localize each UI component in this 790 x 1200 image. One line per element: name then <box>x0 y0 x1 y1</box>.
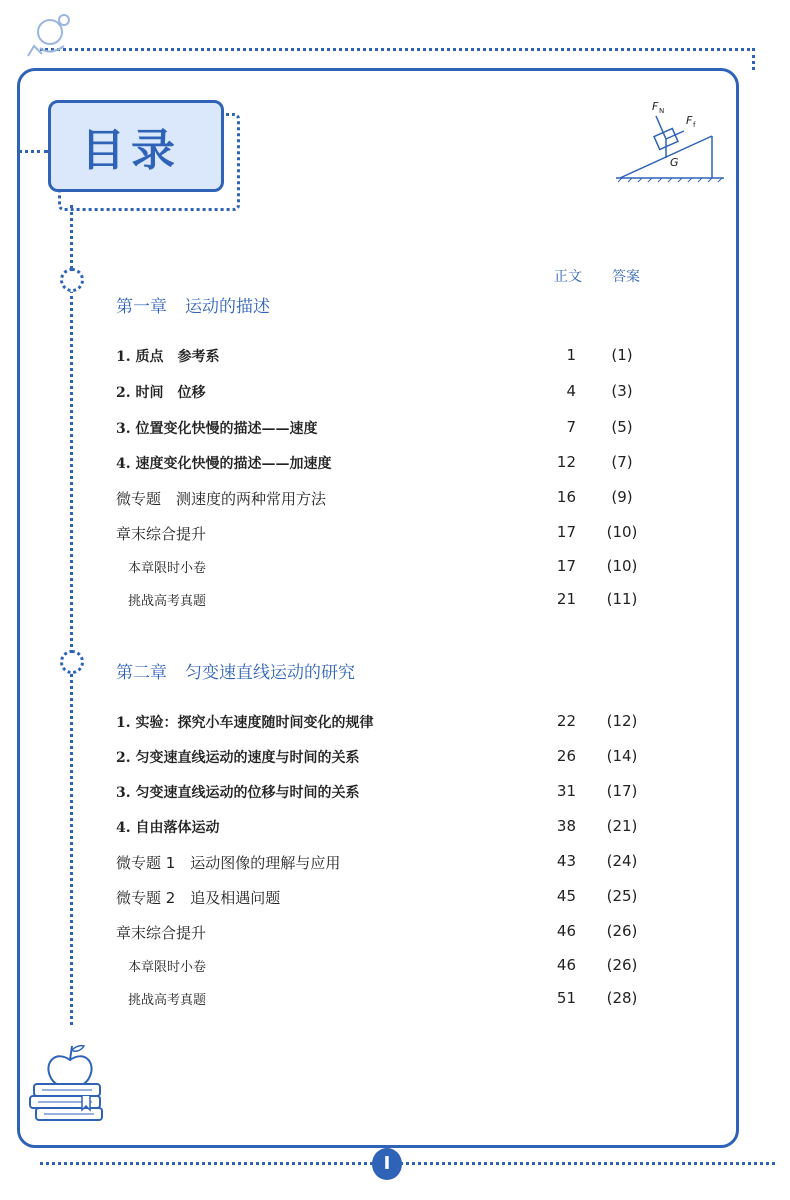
toc-row[interactable] <box>0 852 790 876</box>
toc-row-answer: (10) <box>606 557 638 575</box>
toc-row-title: 2. 时间 位移 <box>116 385 206 401</box>
toc-row-answer: (26) <box>606 956 638 974</box>
toc-row[interactable] <box>0 989 790 1013</box>
chapter2-subtitle: 匀变速直线运动的研究 <box>185 663 355 683</box>
toc-row-title: 微专题 测速度的两种常用方法 <box>116 490 327 508</box>
toc-row-answer: (28) <box>606 989 638 1007</box>
bottom-dotted-border <box>40 1162 775 1165</box>
toc-row-page: 38 <box>556 817 576 835</box>
top-dotted-border <box>40 48 750 51</box>
toc-row[interactable] <box>0 382 790 406</box>
toc-row[interactable] <box>0 346 790 370</box>
toc-row-answer: (17) <box>606 782 638 800</box>
toc-row-title: 1. 质点 参考系 <box>116 349 220 365</box>
toc-row-page: 26 <box>556 747 576 765</box>
right-dotted-border <box>752 48 755 70</box>
toc-row[interactable] <box>0 887 790 911</box>
toc-row-answer: (12) <box>606 712 638 730</box>
toc-row-title: 3. 位置变化快慢的描述——速度 <box>116 421 318 437</box>
toc-row-page: 16 <box>556 488 576 506</box>
toc-row-title: 挑战高考真题 <box>128 594 207 609</box>
toc-row[interactable] <box>0 488 790 512</box>
toc-row-answer: (11) <box>606 590 638 608</box>
toc-row-page: 31 <box>556 782 576 800</box>
toc-row-title: 挑战高考真题 <box>128 993 207 1008</box>
toc-row-answer: (3) <box>611 382 633 400</box>
toc-row[interactable] <box>0 712 790 736</box>
toc-row-answer: (14) <box>606 747 638 765</box>
toc-row-page: 17 <box>556 557 576 575</box>
incline-force-diagram-icon <box>612 96 728 186</box>
toc-row-title: 本章限时小卷 <box>128 561 207 576</box>
toc-row-page: 7 <box>566 418 576 436</box>
toc-row-page: 1 <box>566 346 576 364</box>
column-header-answer: 答案 <box>612 269 640 285</box>
toc-row[interactable] <box>0 523 790 547</box>
toc-row[interactable] <box>0 922 790 946</box>
page-title: 目录 <box>81 125 181 176</box>
toc-row-page: 46 <box>556 956 576 974</box>
normal-force-label: F <box>652 100 659 113</box>
page-number-badge: I <box>372 1148 402 1180</box>
friction-sub: f <box>693 121 696 129</box>
toc-row-title: 章末综合提升 <box>116 525 207 543</box>
title-connector-line <box>18 150 48 153</box>
chapter1-heading <box>116 292 270 317</box>
toc-row[interactable] <box>0 747 790 771</box>
toc-row-page: 45 <box>556 887 576 905</box>
books-apple-icon <box>26 1032 116 1132</box>
toc-row[interactable] <box>0 817 790 841</box>
toc-row-page: 17 <box>556 523 576 541</box>
toc-row-title: 3. 匀变速直线运动的位移与时间的关系 <box>116 785 360 801</box>
top-doodle-icon <box>20 0 80 60</box>
chapter1-subtitle: 运动的描述 <box>185 297 270 317</box>
toc-row-title: 4. 自由落体运动 <box>116 820 220 836</box>
chapter2-heading <box>116 658 355 683</box>
toc-row-page: 46 <box>556 922 576 940</box>
toc-row-title: 1. 实验：探究小车速度随时间变化的规律 <box>116 715 374 731</box>
toc-row-title: 微专题 1 运动图像的理解与应用 <box>116 854 341 872</box>
toc-row-page: 4 <box>566 382 576 400</box>
toc-row-title: 4. 速度变化快慢的描述——加速度 <box>116 456 332 472</box>
toc-row-title: 章末综合提升 <box>116 924 207 942</box>
title-box <box>48 100 224 192</box>
toc-row-answer: (26) <box>606 922 638 940</box>
toc-row[interactable] <box>0 418 790 442</box>
toc-row-page: 21 <box>556 590 576 608</box>
chapter2-ring-icon <box>60 650 84 674</box>
toc-row-title: 本章限时小卷 <box>128 960 207 975</box>
toc-row-page: 12 <box>556 453 576 471</box>
toc-row[interactable] <box>0 557 790 581</box>
toc-row-answer: (21) <box>606 817 638 835</box>
gravity-label: G <box>670 156 679 169</box>
toc-row[interactable] <box>0 956 790 980</box>
friction-label: F <box>686 114 693 127</box>
toc-row-answer: (24) <box>606 852 638 870</box>
toc-row-page: 22 <box>556 712 576 730</box>
toc-row-page: 51 <box>556 989 576 1007</box>
column-header-page: 正文 <box>554 269 582 285</box>
chapter1-title: 第一章 <box>116 297 167 317</box>
toc-row-answer: (10) <box>606 523 638 541</box>
toc-row[interactable] <box>0 453 790 477</box>
toc-row-answer: (5) <box>611 418 633 436</box>
toc-row-title: 2. 匀变速直线运动的速度与时间的关系 <box>116 750 360 766</box>
chapter1-ring-icon <box>60 268 84 292</box>
toc-row-answer: (7) <box>611 453 633 471</box>
chapter2-title: 第二章 <box>116 663 167 683</box>
toc-row[interactable] <box>0 782 790 806</box>
toc-row-page: 43 <box>556 852 576 870</box>
toc-row-answer: (9) <box>611 488 633 506</box>
toc-row-answer: (1) <box>611 346 633 364</box>
normal-force-sub: N <box>659 107 665 115</box>
toc-row-answer: (25) <box>606 887 638 905</box>
toc-row-title: 微专题 2 追及相遇问题 <box>116 889 281 907</box>
toc-row[interactable] <box>0 590 790 614</box>
